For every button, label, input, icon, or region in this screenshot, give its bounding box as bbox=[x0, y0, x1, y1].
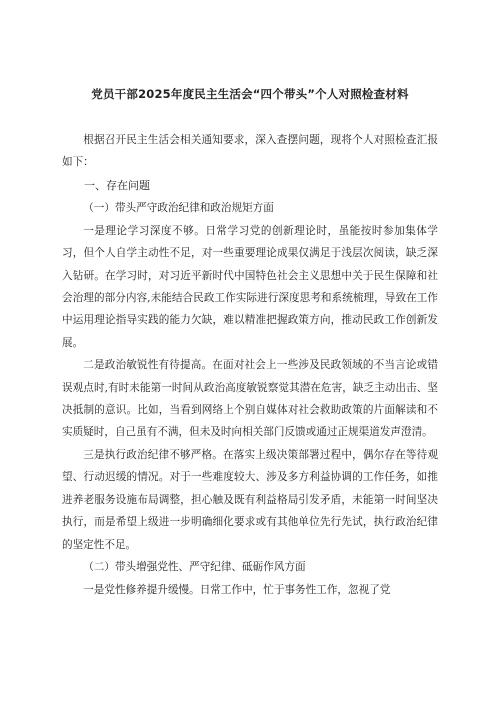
document-title: 党员干部2025年度民主生活会“四个带头”个人对照检查材料 bbox=[91, 87, 409, 101]
paragraph-party-cultivation: 一是党性修养提升缓慢。日常工作中，忙于事务性工作，忽视了党 bbox=[83, 583, 391, 596]
subsection-heading-political-discipline: （一）带头严守政治纪律和政治规矩方面 bbox=[83, 201, 274, 214]
intro-paragraph: 根据召开民主生活会相关通知要求，深入查摆问题，现将个人对照检查汇报如下： bbox=[62, 134, 438, 169]
paragraph-discipline-execution: 三是执行政治纪律不够严格。在落实上级决策部署过程中，偶尔存在等待观望、行动迟缓的情况。对于一些难度较大、涉及多方利益协调的工作任务，如推进养老服务设施布局调整，担心触及既有利益格局引发矛盾，未能第一时间坚决执行，而是希望上级进一步明确细化要求或有其他单位先行先试，执行政治纪律的坚定性不足。 bbox=[62, 448, 438, 551]
paragraph-theory-study: 一是理论学习深度不够。日常学习党的创新理论时，虽能按时参加集体学习，但个人自学主动性不足，对一些重要理论成果仅满足于浅层次阅读，缺乏深入钻研。在学习时，对习近平新时代中国特色社会主义思想中关于民生保障和社会治理的部分内容,未能结合民政工作实际进行深度思考和系统梳理，导致在工作中运用理论指导实践的能力欠缺，难以精准把握政策方向，推动民政工作创新发展。 bbox=[62, 224, 438, 349]
subsection-heading-party-spirit: （二）带头增强党性、严守纪律、砥砺作风方面 bbox=[83, 560, 306, 573]
paragraph-political-sensitivity: 二是政治敏锐性有待提高。在面对社会上一些涉及民政领域的不当言论或错误观点时,有时未能第一时间从政治高度敏锐察觉其潜在危害，缺乏主动出击、坚决抵制的意识。比如，当看到网络上个别自媒体对社会救助政策的片面解读和不实质疑时，自己虽有不满，但未及时向相关部门反馈或通过正规渠道发声澄清。 bbox=[62, 359, 438, 439]
section-heading-problems: 一、存在问题 bbox=[84, 178, 150, 192]
